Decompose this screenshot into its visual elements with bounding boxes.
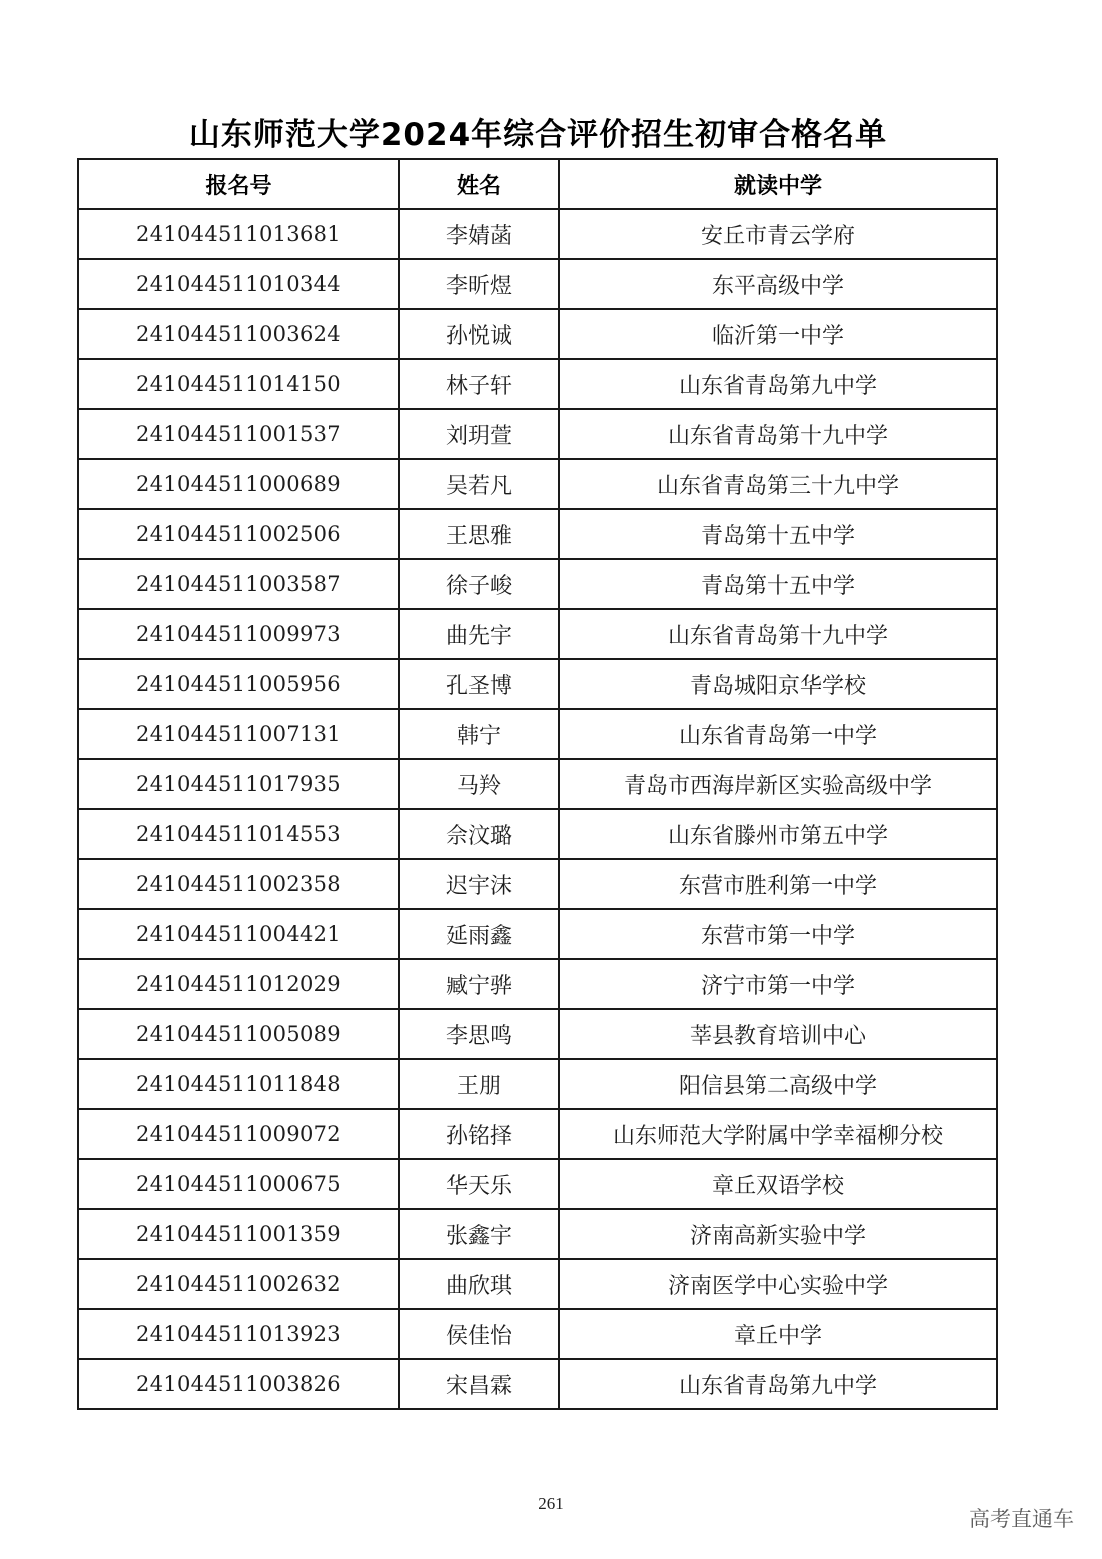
cell-student-name: 宋昌霖	[399, 1359, 559, 1409]
cell-school: 山东省青岛第九中学	[559, 1359, 997, 1409]
cell-student-name: 刘玥萱	[399, 409, 559, 459]
cell-registration-number: 241044511013681	[78, 209, 399, 259]
cell-school: 山东省青岛第十九中学	[559, 409, 997, 459]
column-header-name: 姓名	[399, 159, 559, 209]
table-row	[78, 1109, 997, 1159]
cell-student-name: 马羚	[399, 759, 559, 809]
table-row	[78, 559, 997, 609]
cell-student-name: 曲欣琪	[399, 1259, 559, 1309]
cell-school: 东营市胜利第一中学	[559, 859, 997, 909]
cell-student-name: 曲先宇	[399, 609, 559, 659]
table-row	[78, 909, 997, 959]
cell-student-name: 徐子峻	[399, 559, 559, 609]
cell-student-name: 孔圣博	[399, 659, 559, 709]
cell-student-name: 李思鸣	[399, 1009, 559, 1059]
cell-student-name: 张鑫宇	[399, 1209, 559, 1259]
cell-registration-number: 241044511009973	[78, 609, 399, 659]
cell-registration-number: 241044511011848	[78, 1059, 399, 1109]
table-row	[78, 1309, 997, 1359]
cell-registration-number: 241044511013923	[78, 1309, 399, 1359]
cell-student-name: 王朋	[399, 1059, 559, 1109]
cell-registration-number: 241044511014150	[78, 359, 399, 409]
cell-registration-number: 241044511014553	[78, 809, 399, 859]
cell-school: 阳信县第二高级中学	[559, 1059, 997, 1109]
cell-registration-number: 241044511000689	[78, 459, 399, 509]
cell-school: 山东师范大学附属中学幸福柳分校	[559, 1109, 997, 1159]
cell-school: 章丘双语学校	[559, 1159, 997, 1209]
table-row	[78, 209, 997, 259]
table-row	[78, 709, 997, 759]
cell-student-name: 华天乐	[399, 1159, 559, 1209]
cell-school: 山东省青岛第一中学	[559, 709, 997, 759]
admission-list-table	[77, 158, 998, 1410]
cell-student-name: 林子轩	[399, 359, 559, 409]
cell-school: 东营市第一中学	[559, 909, 997, 959]
column-header-registration-number: 报名号	[78, 159, 399, 209]
table-row	[78, 609, 997, 659]
table-row	[78, 1159, 997, 1209]
table-row	[78, 409, 997, 459]
table-row	[78, 509, 997, 559]
table-row	[78, 759, 997, 809]
cell-school: 章丘中学	[559, 1309, 997, 1359]
cell-school: 济南高新实验中学	[559, 1209, 997, 1259]
cell-registration-number: 241044511002632	[78, 1259, 399, 1309]
table-row	[78, 1059, 997, 1109]
cell-school: 莘县教育培训中心	[559, 1009, 997, 1059]
table-row	[78, 859, 997, 909]
table-row	[78, 959, 997, 1009]
cell-registration-number: 241044511007131	[78, 709, 399, 759]
cell-school: 济南医学中心实验中学	[559, 1259, 997, 1309]
cell-registration-number: 241044511012029	[78, 959, 399, 1009]
cell-registration-number: 241044511017935	[78, 759, 399, 809]
cell-student-name: 孙铭择	[399, 1109, 559, 1159]
table-row	[78, 1209, 997, 1259]
table-row	[78, 359, 997, 409]
column-header-school: 就读中学	[559, 159, 997, 209]
cell-registration-number: 241044511010344	[78, 259, 399, 309]
cell-registration-number: 241044511000675	[78, 1159, 399, 1209]
page-number: 261	[538, 1494, 564, 1513]
cell-school: 济宁市第一中学	[559, 959, 997, 1009]
cell-registration-number: 241044511003826	[78, 1359, 399, 1409]
cell-school: 山东省青岛第三十九中学	[559, 459, 997, 509]
cell-registration-number: 241044511005956	[78, 659, 399, 709]
cell-school: 东平高级中学	[559, 259, 997, 309]
cell-student-name: 佘汶璐	[399, 809, 559, 859]
table-row	[78, 459, 997, 509]
cell-registration-number: 241044511009072	[78, 1109, 399, 1159]
cell-school: 山东省青岛第十九中学	[559, 609, 997, 659]
page-title: 山东师范大学2024年综合评价招生初审合格名单	[188, 117, 888, 153]
cell-registration-number: 241044511002506	[78, 509, 399, 559]
cell-student-name: 韩宁	[399, 709, 559, 759]
table-body	[78, 209, 997, 1409]
cell-student-name: 延雨鑫	[399, 909, 559, 959]
watermark: 高考直通车	[969, 1507, 1074, 1531]
cell-school: 安丘市青云学府	[559, 209, 997, 259]
table-header-row	[78, 159, 997, 209]
cell-registration-number: 241044511003624	[78, 309, 399, 359]
cell-student-name: 李昕煜	[399, 259, 559, 309]
table-row	[78, 1259, 997, 1309]
cell-student-name: 侯佳怡	[399, 1309, 559, 1359]
cell-registration-number: 241044511001537	[78, 409, 399, 459]
cell-student-name: 李婧菡	[399, 209, 559, 259]
table-row	[78, 809, 997, 859]
cell-registration-number: 241044511004421	[78, 909, 399, 959]
cell-registration-number: 241044511005089	[78, 1009, 399, 1059]
cell-school: 山东省滕州市第五中学	[559, 809, 997, 859]
cell-student-name: 王思雅	[399, 509, 559, 559]
cell-school: 青岛城阳京华学校	[559, 659, 997, 709]
cell-student-name: 吴若凡	[399, 459, 559, 509]
table-row	[78, 309, 997, 359]
cell-student-name: 臧宁骅	[399, 959, 559, 1009]
table-row	[78, 1009, 997, 1059]
cell-school: 青岛第十五中学	[559, 509, 997, 559]
cell-registration-number: 241044511002358	[78, 859, 399, 909]
cell-school: 青岛第十五中学	[559, 559, 997, 609]
table-row	[78, 1359, 997, 1409]
cell-school: 青岛市西海岸新区实验高级中学	[559, 759, 997, 809]
table-row	[78, 659, 997, 709]
cell-registration-number: 241044511003587	[78, 559, 399, 609]
cell-school: 临沂第一中学	[559, 309, 997, 359]
cell-student-name: 孙悦诚	[399, 309, 559, 359]
cell-school: 山东省青岛第九中学	[559, 359, 997, 409]
table-row	[78, 259, 997, 309]
cell-student-name: 迟宇沫	[399, 859, 559, 909]
cell-registration-number: 241044511001359	[78, 1209, 399, 1259]
